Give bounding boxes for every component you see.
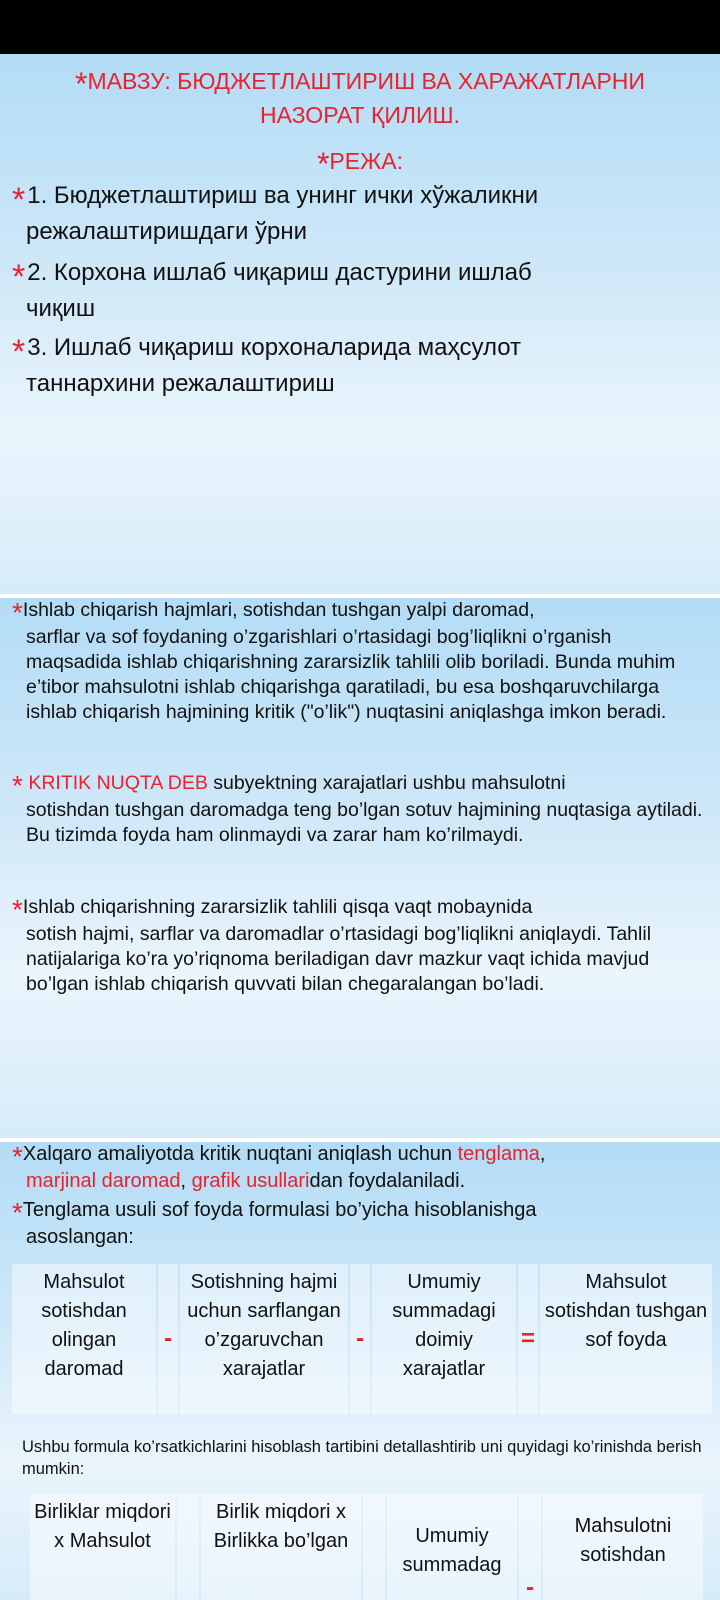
- paragraph-methods: [12, 1142, 712, 1194]
- plan-item-line: 1. Бюджетлаштириш ва унинг ички хўжаликни: [27, 182, 539, 209]
- paragraph-equation-method: [12, 1198, 712, 1250]
- paragraph-text: sotish hajmi, sarflar va daromadlar o’rtasidagi bog’liqlikni aniqlaydi. Tahlil natijalariga ko’ra yo’riqnoma beriladigan davr mazkur vaqt ichida mavjud bo’lgan ishlab chiqarish quvvati bilan chegaralangan bo’ladi.: [26, 923, 652, 995]
- plan-item-line: 2. Корхона ишлаб чиқариш дастурини ишлаб: [27, 259, 532, 286]
- asterisk-bullet-icon: *: [12, 1142, 23, 1172]
- paragraph-text: ,: [539, 1143, 546, 1165]
- highlight-text: tenglama: [457, 1143, 540, 1165]
- paragraph-text: sotishdan tushgan daromadga teng bo’lgan sotuv hajmining nuqtasiga aytiladi. Bu tizimda foyda ham olinmaydi va zarar ham ko’rilmaydi.: [26, 799, 703, 846]
- plan-item-line: 3. Ишлаб чиқариш корхоналарида маҳсулот: [27, 334, 522, 361]
- asterisk-bullet-icon: *: [12, 181, 26, 219]
- plan-heading: [0, 146, 720, 182]
- slide-1: [0, 54, 720, 594]
- formula-cell-unit-cost: Birlik miqdori x Birlikka bo’lgan: [201, 1494, 361, 1600]
- slide-title: [20, 66, 700, 131]
- paragraph-text: dan foydalaniladi.: [309, 1170, 466, 1192]
- paragraph-text: Ishlab chiqarishning zararsizlik tahlili qisqa vaqt mobaynida: [22, 896, 533, 918]
- formula-cell-revenue: Mahsulot sotishdan olingan daromad: [12, 1264, 156, 1414]
- formula-table: [12, 1264, 708, 1414]
- formula-cell-net-profit: Mahsulot sotishdan tushgan sof foyda: [540, 1264, 712, 1414]
- slide-2: [0, 598, 720, 1138]
- asterisk-bullet-icon: *: [12, 894, 23, 925]
- minus-operator: -: [350, 1264, 370, 1414]
- minus-operator: -: [519, 1494, 541, 1600]
- asterisk-bullet-icon: *: [12, 770, 23, 801]
- paragraph-2: [12, 771, 712, 848]
- asterisk-bullet-icon: *: [316, 146, 330, 182]
- asterisk-bullet-icon: *: [75, 66, 88, 102]
- formula-cell-units: Birliklar miqdori x Mahsulot: [30, 1494, 175, 1600]
- paragraph-text: Ishlab chiqarish hajmlari, sotishdan tushgan yalpi daromad,: [22, 599, 535, 621]
- paragraph-text: ,: [180, 1170, 192, 1192]
- plan-item-line: таннархини режалаштириш: [26, 370, 335, 397]
- asterisk-bullet-icon: *: [12, 1197, 23, 1228]
- equals-operator: =: [518, 1264, 538, 1414]
- plan-heading-text: РЕЖА:: [329, 148, 404, 174]
- paragraph-text: subyektning xarajatlari ushbu mahsulotni: [207, 772, 566, 794]
- plan-item-1: [12, 180, 702, 247]
- plan-item-line: режалаштиришдаги ўрни: [26, 218, 308, 245]
- formula-cell-total: Umumiy summadag: [387, 1494, 517, 1600]
- paragraph-text: Xalqaro amaliyotda kritik nuqtani aniqlash uchun: [22, 1143, 458, 1165]
- asterisk-bullet-icon: *: [12, 598, 23, 628]
- formula-cell-variable-costs: Sotishning hajmi uchun sarflangan o’zgaruvchan xarajatlar: [180, 1264, 348, 1414]
- detailed-formula-table: [30, 1494, 700, 1600]
- highlight-text: grafik usullari: [191, 1170, 310, 1192]
- paragraph-3: [12, 895, 712, 997]
- plan-item-3: [12, 332, 702, 399]
- top-status-bar: [0, 0, 720, 54]
- operator-blank: [177, 1494, 199, 1600]
- highlight-text: KRITIK NUQTA DEB: [28, 772, 208, 794]
- asterisk-bullet-icon: *: [12, 258, 26, 296]
- formula-cell-fixed-costs: Umumiy summadagi doimiy xarajatlar: [372, 1264, 516, 1414]
- asterisk-bullet-icon: *: [12, 333, 26, 371]
- operator-blank: [363, 1494, 385, 1600]
- paragraph-text: asoslangan:: [26, 1226, 134, 1248]
- paragraph-1: [12, 598, 712, 725]
- slide-title-text: МАВЗУ: БЮДЖЕТЛАШТИРИШ ВА ХАРАЖАТЛАРНИ НАЗОРАТ ҚИЛИШ.: [87, 68, 645, 128]
- paragraph-text: sarflar va sof foydaning o’zgarishlari o’rtasidagi bog’liqlikni o’rganish maqsadida ishlab chiqarishning zararsizlik tahlili olib boriladi. Bunda muhim e’tibor mahsulotni ishlab chiqarishga qaratiladi, bu esa boshqaruvchilarga ishlab chiqarish hajmining kritik ("o’lik") nuqtasini aniqlashga imkon beradi.: [26, 626, 676, 723]
- plan-item-2: [12, 257, 702, 324]
- formula-cell-product-sales: Mahsulotni sotishdan: [543, 1494, 703, 1600]
- minus-operator: -: [158, 1264, 178, 1414]
- highlight-text: marjinal daromad: [26, 1170, 181, 1192]
- formula-note: Ushbu formula ko’rsatkichlarini hisoblash tartibini detallashtirib uni quyidagi ko’rinishda berish mumkin:: [22, 1438, 702, 1478]
- plan-item-line: чиқиш: [26, 295, 96, 322]
- paragraph-text: Tenglama usuli sof foyda formulasi bo’yicha hisoblanishga: [22, 1199, 537, 1221]
- slide-3: [0, 1142, 720, 1600]
